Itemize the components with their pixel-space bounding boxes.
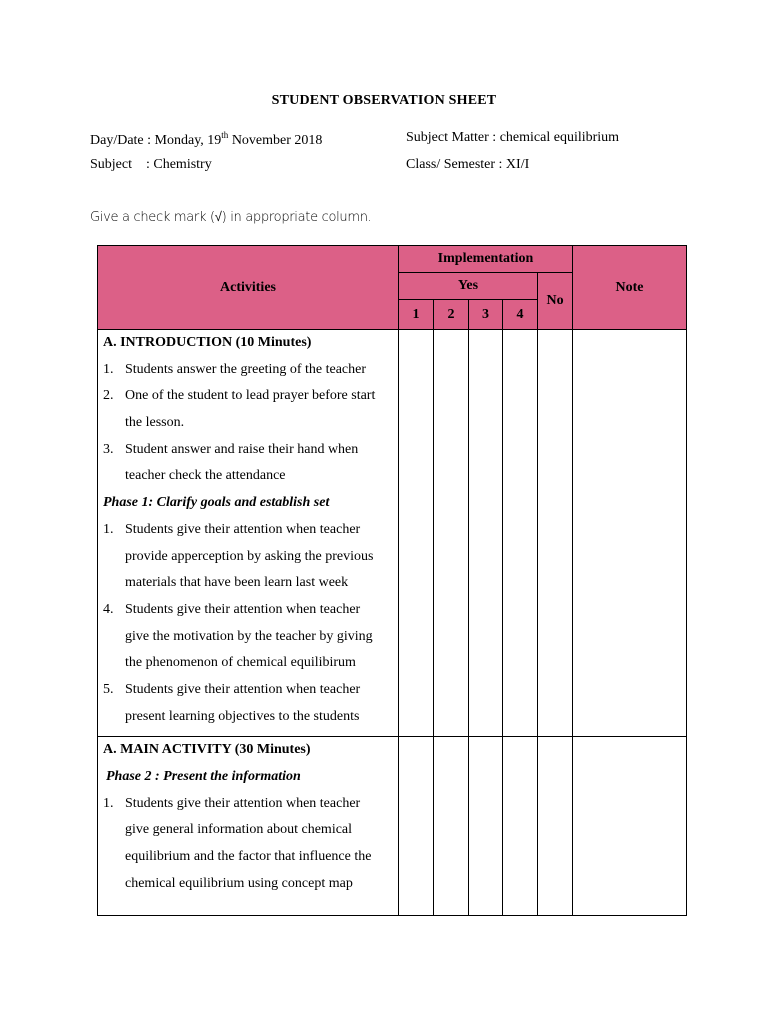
list-item-continuation: the lesson.: [125, 415, 185, 431]
introduction-heading: A. INTRODUCTION (10 Minutes): [103, 335, 312, 350]
list-item: 3. Student answer and raise their hand when: [103, 441, 359, 457]
list-item: 1. Students give their attention when teacher: [103, 521, 361, 537]
page-title: STUDENT OBSERVATION SHEET: [271, 93, 497, 108]
list-item-continuation: teacher check the attendance: [125, 468, 286, 484]
activities-header: Activities: [98, 246, 399, 330]
note-cell[interactable]: [573, 330, 687, 737]
check-cell[interactable]: [469, 330, 503, 737]
check-cell[interactable]: [434, 330, 469, 737]
phase-1-heading: Phase 1: Clarify goals and establish set: [103, 495, 330, 511]
score-3-header: 3: [469, 300, 503, 330]
check-cell[interactable]: [399, 330, 434, 737]
check-cell[interactable]: [503, 737, 538, 916]
note-header: Note: [573, 246, 687, 330]
date-field: Day/Date : Monday, 19th November 2018: [90, 130, 323, 148]
check-cell[interactable]: [434, 737, 469, 916]
implementation-header: Implementation: [399, 246, 573, 273]
list-item: 5. Students give their attention when teacher: [103, 681, 361, 697]
score-2-header: 2: [434, 300, 469, 330]
check-cell[interactable]: [399, 737, 434, 916]
phase-2-heading: Phase 2 : Present the information: [106, 769, 301, 784]
check-cell[interactable]: [503, 330, 538, 737]
list-item: 1. Students answer the greeting of the teacher: [103, 361, 367, 377]
subject-field: Subject : Chemistry: [90, 157, 212, 172]
introduction-section: [98, 330, 399, 737]
check-cell[interactable]: [538, 330, 573, 737]
yes-header: Yes: [399, 273, 538, 300]
score-4-header: 4: [503, 300, 538, 330]
list-item: 2. One of the student to lead prayer before start: [103, 388, 376, 404]
list-item-continuation: provide apperception by asking the previous: [125, 548, 374, 564]
observation-table: [97, 245, 687, 916]
main-activity-heading: A. MAIN ACTIVITY (30 Minutes): [103, 742, 311, 758]
list-item: 1. Students give their attention when teacher: [103, 795, 361, 811]
instruction-text: Give a check mark (√) in appropriate column.: [90, 210, 372, 225]
no-header: No: [538, 273, 573, 330]
list-item-continuation: present learning objectives to the students: [125, 708, 360, 724]
list-item-continuation: equilibrium and the factor that influence the: [125, 849, 372, 865]
subject-matter-field: Subject Matter : chemical equilibrium: [406, 130, 620, 145]
list-item-continuation: the phenomenon of chemical equilibirum: [125, 655, 356, 671]
score-1-header: 1: [399, 300, 434, 330]
note-cell[interactable]: [573, 737, 687, 916]
list-item-continuation: give general information about chemical: [125, 822, 353, 838]
list-item: 4. Students give their attention when teacher: [103, 601, 361, 617]
check-cell[interactable]: [538, 737, 573, 916]
main-activity-section: [98, 737, 399, 916]
list-item-continuation: give the motivation by the teacher by giving: [125, 628, 373, 644]
class-semester-field: Class/ Semester : XI/I: [406, 157, 530, 172]
check-cell[interactable]: [469, 737, 503, 916]
list-item-continuation: materials that have been learn last week: [125, 575, 349, 591]
list-item-continuation: chemical equilibrium using concept map: [125, 875, 353, 891]
